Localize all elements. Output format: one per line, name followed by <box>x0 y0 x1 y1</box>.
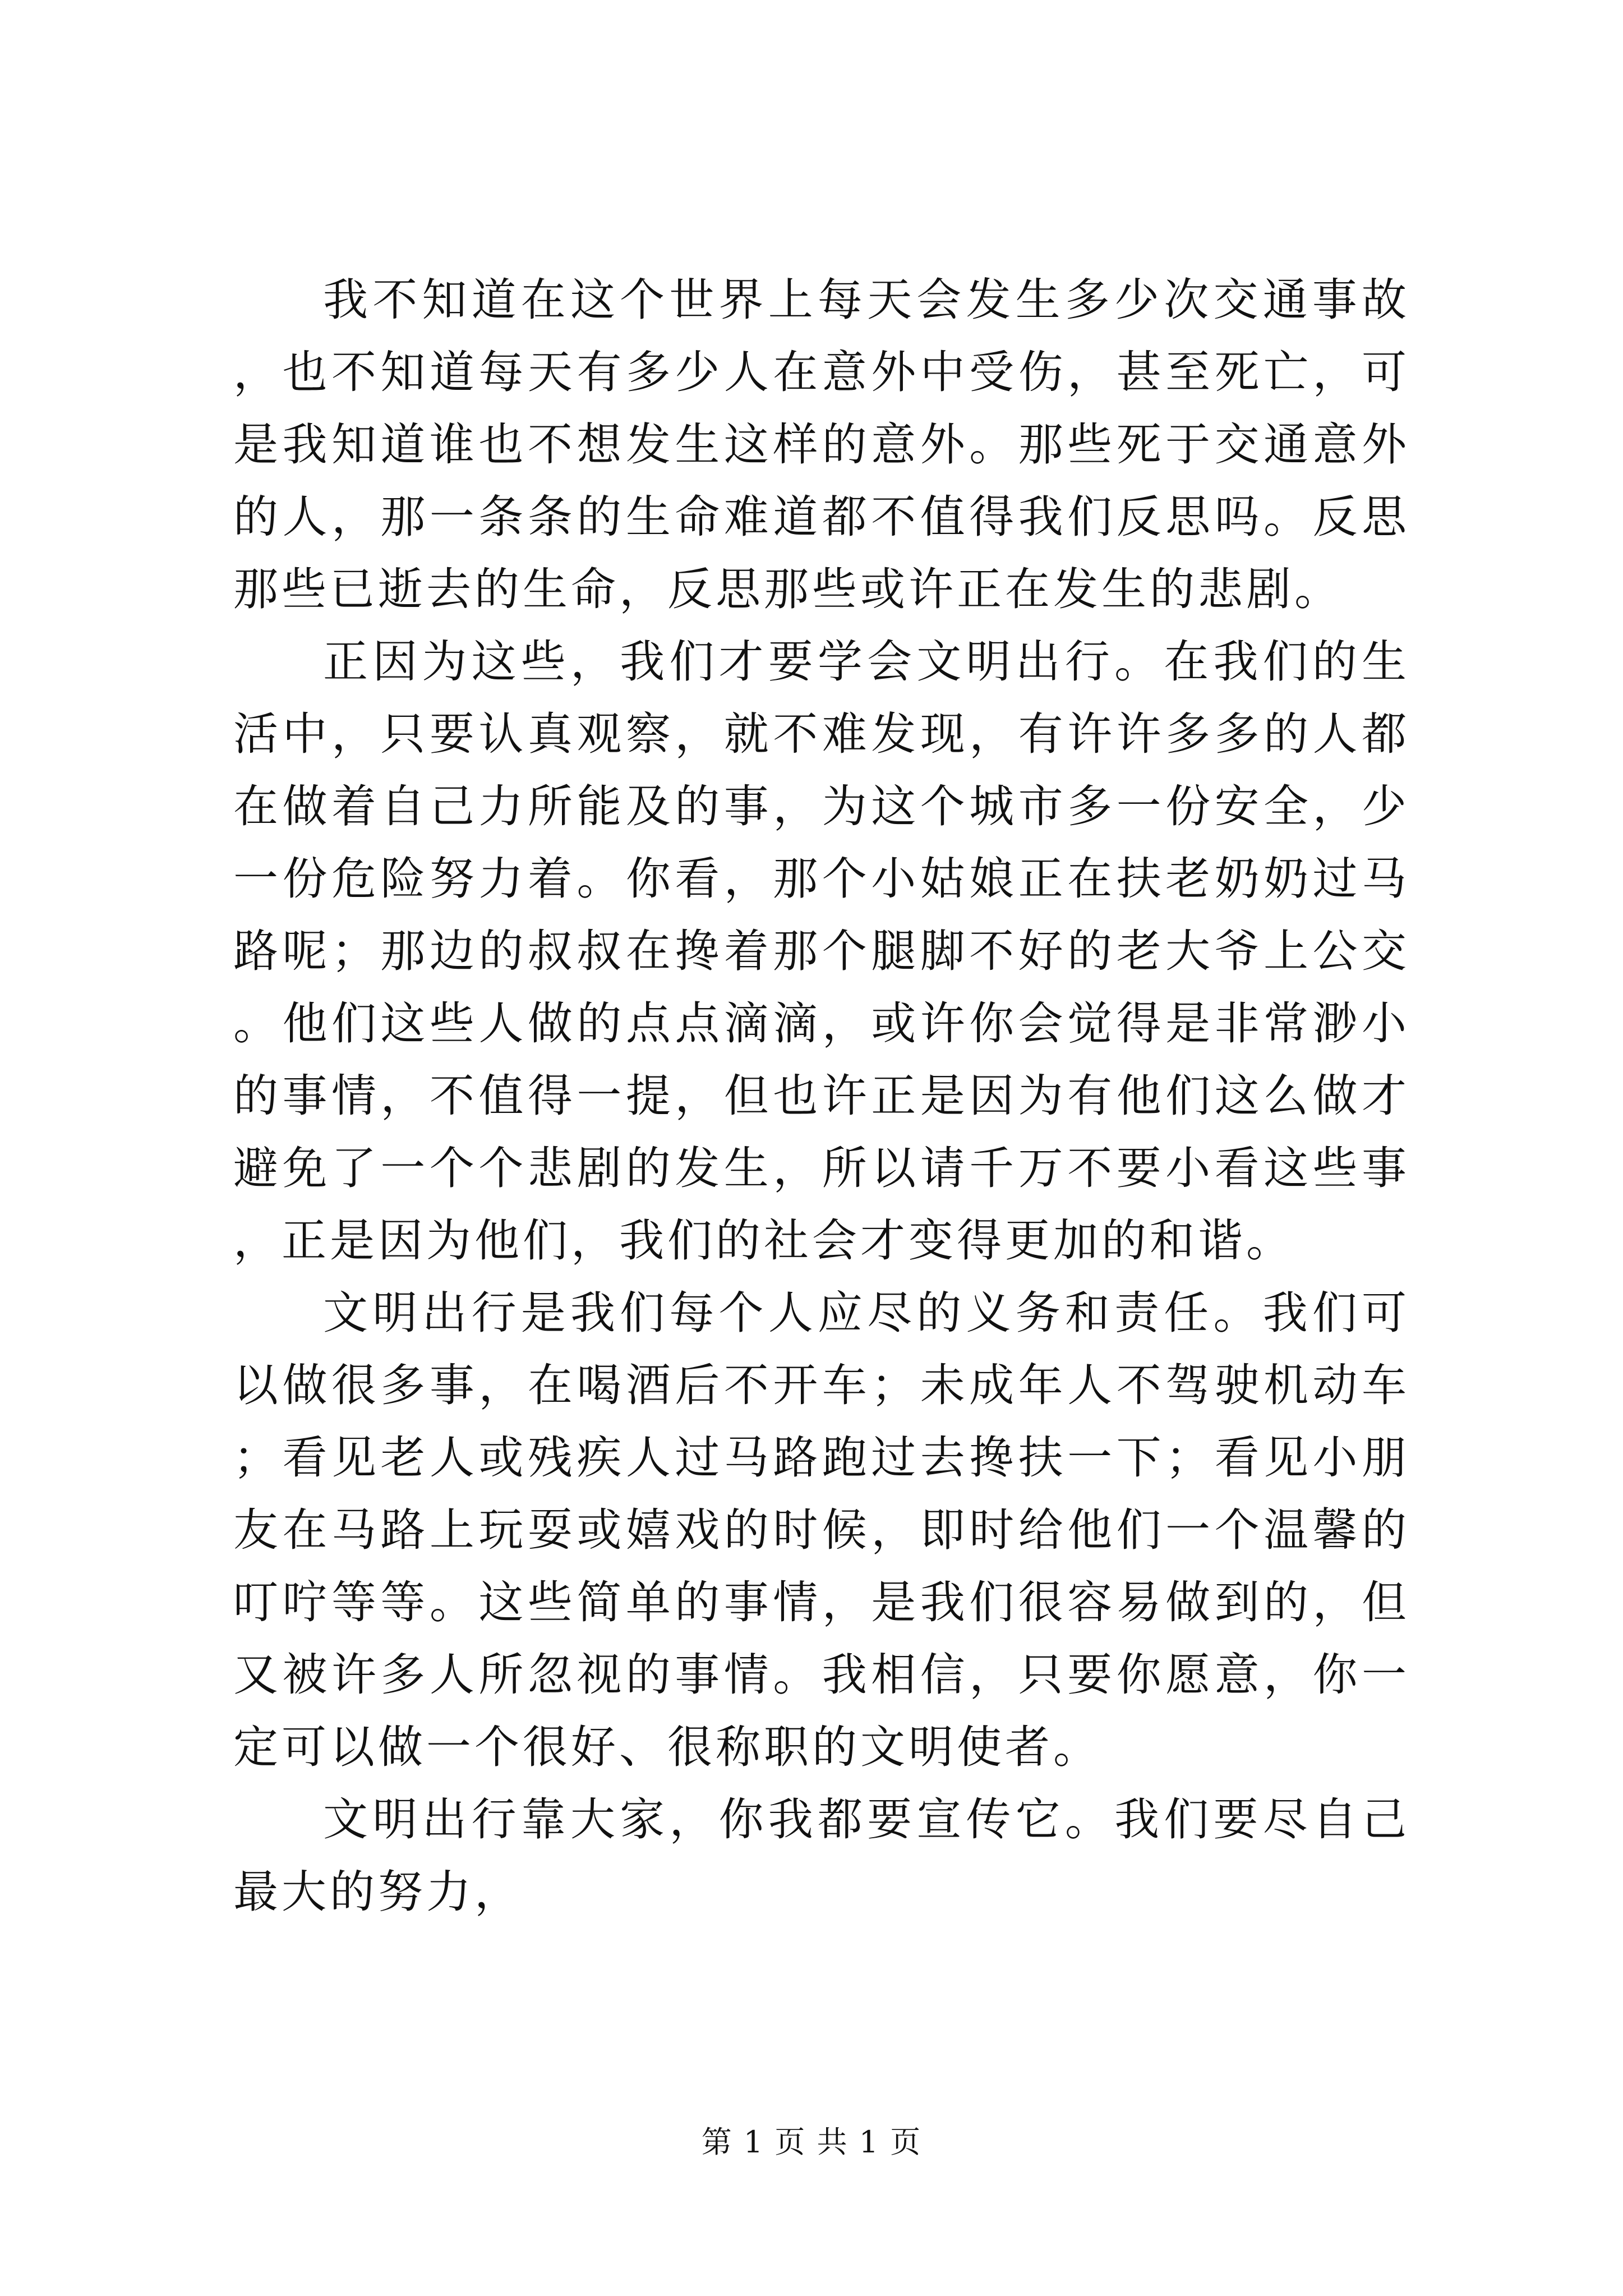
paragraph-2: 正因为这些，我们才要学会文明出行。在我们的生活中，只要认真观察，就不难发现，有许许多多的人都在做着自己力所能及的事，为这个城市多一份安全，少一份危险努力着。你看，那个小姑娘正在扶老奶奶过马路呢；那边的叔叔在搀着那个腿脚不好的老大爷上公交。他们这些人做的点点滴滴，或许你会觉得是非常渺小的事情，不值得一提，但也许正是因为有他们这么做才避免了一个个悲剧的发生，所以请千万不要小看这些事，正是因为他们，我们的社会才变得更加的和谐。 <box>233 636 1410 1267</box>
paragraph-4: 文明出行靠大家，你我都要宣传它。我们要尽自己最大的努力， <box>233 1793 1410 1918</box>
document-body <box>233 264 1410 1928</box>
page-footer <box>0 2123 1623 2162</box>
page-number: 第 1 页 共 1 页 <box>701 2124 922 2160</box>
paragraph-1: 我不知道在这个世界上每天会发生多少次交通事故，也不知道每天有多少人在意外中受伤，甚至死亡，可是我知道谁也不想发生这样的意外。那些死于交通意外的人，那一条条的生命难道都不值得我们反思吗。反思那些已逝去的生命，反思那些或许正在发生的悲剧。 <box>233 274 1410 615</box>
paragraph-3: 文明出行是我们每个人应尽的义务和责任。我们可以做很多事，在喝酒后不开车；未成年人不驾驶机动车；看见老人或残疾人过马路跑过去搀扶一下；看见小朋友在马路上玩耍或嬉戏的时候，即时给他们一个温馨的叮咛等等。这些简单的事情，是我们很容易做到的，但又被许多人所忽视的事情。我相信，只要你愿意，你一定可以做一个很好、很称职的文明使者。 <box>233 1287 1410 1773</box>
